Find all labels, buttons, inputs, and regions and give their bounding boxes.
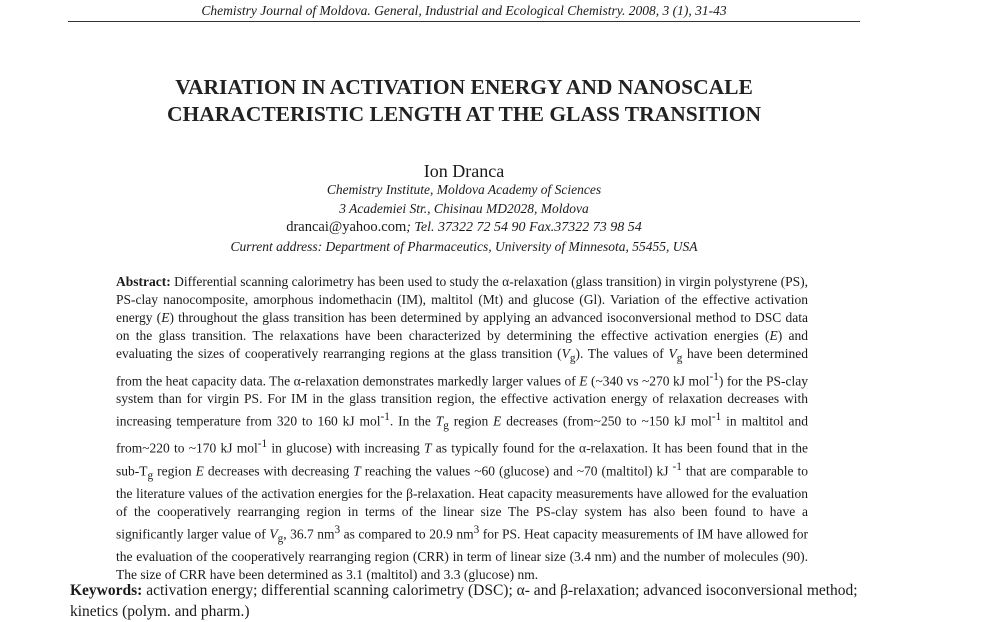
symbol-e: E	[493, 413, 502, 429]
superscript: 3	[473, 524, 480, 537]
author-name: Ion Dranca	[423, 161, 505, 181]
contact-line	[68, 218, 860, 237]
email-link[interactable]: drancai@yahoo.com	[286, 219, 407, 235]
abstract-text: in maltitol and from~220 to ~170 kJ mol	[116, 413, 808, 456]
keywords-label: Keywords:	[70, 582, 143, 599]
abstract-text: Differential scanning calorimetry has been used to study the α-relaxation (glass transition) in virgin polystyrene (PS), PS-clay nanocomposite, amorphous indomethacin (IM), maltitol (Mt) and glucose (Gl). Variation of the effective activation energy (	[116, 274, 808, 325]
abstract	[116, 273, 808, 584]
title-line-1: VARIATION IN ACTIVATION ENERGY AND NANOSCALE	[175, 75, 753, 99]
symbol-e: E	[579, 373, 588, 389]
abstract-text: , 36.7 nm	[283, 526, 335, 542]
abstract-text: reaching the values ~60 (glucose) and ~70 (maltitol) kJ	[360, 463, 673, 479]
abstract-text: as typically found for the α-relaxation. It has been found that in the sub-T	[116, 440, 809, 479]
abstract-text: for PS. Heat capacity measurements of IM have allowed for the evaluation of the cooperatively rearranging region (CRR) in term of linear size (3.4 nm) and the number of molecules (90). The size of CRR have been determined as 3.1 (maltitol) and 3.3 (glucose) nm.	[116, 526, 809, 583]
abstract-text: as compared to 20.9 nm	[340, 526, 474, 542]
abstract-text: ). The values of	[575, 346, 669, 361]
subscript-g: g	[676, 352, 683, 365]
symbol-e: E	[161, 310, 170, 325]
title-line-2: CHARACTERISTIC LENGTH AT THE GLASS TRANSITION	[166, 102, 762, 126]
current-address: Current address: Department of Pharmaceutics, University of Minnesota, 55455, USA	[230, 239, 698, 254]
abstract-text: that are comparable to the literature values of the activation energies for the β-relaxation. Heat capacity measurements have allowed for the evaluation of the cooperatively rearranging region in terms of the linear size The PS-clay system has also been found to have a significantly larger value of	[116, 463, 808, 542]
abstract-text: ) throughout the glass transition has been determined by applying an advanced isoconversional method to DSC data on the glass transition. The relaxations have been characterized by determining the effective activation energies (	[116, 310, 809, 343]
subscript-g: g	[443, 420, 449, 433]
superscript: -1	[709, 370, 719, 383]
symbol-v: V	[668, 346, 677, 361]
abstract-text: decreases (from~250 to ~150 kJ mol	[501, 413, 712, 429]
abstract-text: region	[153, 463, 196, 479]
symbol-v: V	[561, 346, 570, 361]
abstract-text: ) and evaluating the sizes of cooperatively rearranging regions at the glass transition (	[116, 328, 808, 361]
paper-title	[68, 74, 860, 128]
abstract-text: decreases with decreasing	[203, 463, 354, 479]
affiliation-street: 3 Academiei Str., Chisinau MD2028, Moldova	[339, 201, 589, 216]
subscript-g: g	[277, 533, 284, 546]
abstract-text: . In the	[389, 413, 436, 429]
affiliation-institute: Chemistry Institute, Moldova Academy of Sciences	[326, 182, 602, 197]
abstract-text: in glucose) with increasing	[267, 440, 424, 456]
superscript: 3	[334, 524, 341, 537]
symbol-t: T	[423, 440, 432, 456]
symbol-e: E	[769, 328, 778, 343]
abstract-text: region	[448, 413, 494, 429]
running-header: Chemistry Journal of Moldova. General, Industrial and Ecological Chemistry. 2008, 3 (1), 31-43	[201, 3, 727, 18]
superscript: -1	[711, 411, 722, 424]
keywords	[70, 580, 870, 622]
keywords-text: activation energy; differential scanning calorimetry (DSC); α- and β-relaxation; advanced isoconversional method; kinetics (polym. and pharm.)	[70, 582, 858, 620]
symbol-t: T	[435, 413, 444, 429]
subscript-g: g	[147, 470, 154, 483]
abstract-text: ) for the PS-clay system than for virgin PS. For IM in the glass transition region, the effective activation energy of relaxation decreases with increasing temperature from 320 to 160 kJ mol	[116, 373, 808, 429]
subscript-g: g	[569, 352, 576, 365]
superscript: -1	[380, 411, 390, 424]
symbol-v: V	[269, 526, 278, 542]
abstract-label: Abstract:	[116, 274, 171, 289]
superscript: -1	[672, 460, 682, 473]
abstract-text: have been determined from the heat capacity data. The α-relaxation demonstrates markedly larger values of	[116, 346, 808, 389]
symbol-e: E	[195, 463, 204, 479]
superscript: -1	[257, 438, 268, 451]
abstract-text: (~340 vs ~270 kJ mol	[587, 373, 710, 389]
header-rule	[68, 21, 860, 22]
phone-fax: ; Tel. 37322 72 54 90 Fax.37322 73 98 54	[406, 220, 642, 235]
symbol-t: T	[353, 463, 361, 479]
